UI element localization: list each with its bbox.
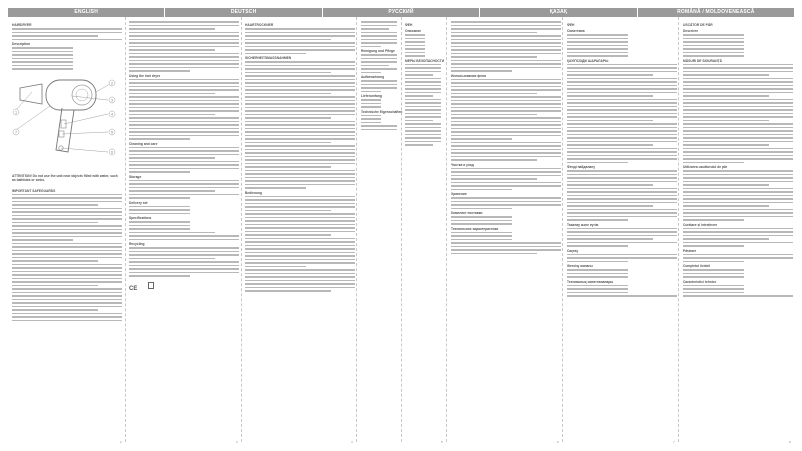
column-divider bbox=[678, 17, 679, 442]
language-header-bar bbox=[8, 8, 794, 17]
section-title: IMPORTANT SAFEGUARDS bbox=[12, 188, 56, 193]
callout-label: 2 bbox=[111, 80, 113, 85]
column-russian-1 bbox=[405, 21, 445, 146]
section-title: Reinigung und Pflege bbox=[361, 49, 395, 53]
text-block bbox=[129, 21, 239, 72]
text-block bbox=[129, 221, 239, 240]
text-block bbox=[12, 194, 122, 322]
parts-list bbox=[405, 34, 441, 57]
column-divider bbox=[401, 17, 402, 442]
section-title: ФЕН bbox=[405, 23, 413, 27]
section-title: Păstrare bbox=[683, 248, 697, 253]
ce-mark-icon: CE bbox=[129, 285, 138, 292]
section-title: Curățare și întreținere bbox=[683, 222, 718, 227]
page-number: 3 bbox=[236, 440, 238, 444]
header-kazakh: ҚАЗАҚ bbox=[480, 8, 637, 17]
text-block bbox=[567, 285, 677, 297]
section-title: Чистка и уход bbox=[451, 162, 474, 167]
section-title: ФЕН bbox=[567, 23, 575, 27]
header-english: ENGLISH bbox=[8, 8, 165, 17]
hairdryer-icon bbox=[12, 70, 122, 170]
text-block bbox=[683, 254, 793, 263]
hairdryer-diagram bbox=[12, 70, 122, 170]
text-block bbox=[361, 80, 397, 92]
column-divider bbox=[241, 17, 242, 442]
page-number: 4 bbox=[351, 440, 353, 444]
section-title: Хранение bbox=[451, 192, 467, 196]
text-block bbox=[405, 64, 441, 146]
section-title: SICHERHEITSMASSNAHMEN bbox=[245, 56, 292, 60]
section-title: Lieferumfang bbox=[361, 94, 382, 98]
column-divider bbox=[356, 17, 357, 442]
text-block bbox=[129, 206, 239, 215]
text-block bbox=[245, 61, 355, 189]
section-title: Aufbewahrung bbox=[361, 75, 385, 79]
page-number: 7 bbox=[673, 440, 675, 444]
section-title: Using the hair dryer bbox=[129, 73, 161, 78]
text-block bbox=[451, 216, 561, 225]
text-block bbox=[129, 147, 239, 173]
callout-label: 4 bbox=[111, 111, 113, 116]
text-block bbox=[451, 232, 561, 255]
section-title: Жеткізу жинағы bbox=[567, 264, 593, 268]
section-title: HAARTROCKNER bbox=[245, 23, 274, 27]
section-title: ҚАУІПСІЗДІК ШАРАЛАРЫ bbox=[567, 58, 609, 63]
callout-label: 5 bbox=[111, 129, 113, 134]
page-number: 8 bbox=[789, 440, 791, 444]
parts-list bbox=[12, 47, 122, 70]
section-title: Сипаттама bbox=[567, 29, 585, 33]
text-block bbox=[361, 99, 397, 108]
section-title: Cleaning and care bbox=[129, 141, 158, 146]
callout-label: 1 bbox=[15, 109, 17, 114]
text-block bbox=[683, 269, 793, 278]
page-number: 2 bbox=[120, 440, 122, 444]
column-divider bbox=[125, 17, 126, 442]
header-russian: РУССКИЙ bbox=[323, 8, 480, 17]
section-title: Тазалау және күтім bbox=[567, 222, 599, 227]
column-divider bbox=[446, 17, 447, 442]
text-block bbox=[361, 115, 397, 131]
text-block bbox=[129, 79, 239, 140]
text-block bbox=[567, 269, 677, 278]
column-kazakh bbox=[567, 21, 677, 297]
text-block bbox=[683, 228, 793, 247]
section-title: Specifications bbox=[129, 216, 152, 220]
column-english-2 bbox=[129, 21, 239, 295]
column-russian-2 bbox=[451, 21, 561, 254]
section-title: Комплект поставки bbox=[451, 211, 483, 215]
recycle-bin-icon bbox=[148, 282, 154, 289]
section-title: MĂSURI DE SIGURANȚĂ bbox=[683, 58, 723, 63]
section-title: Recycling bbox=[129, 242, 145, 246]
section-title: Технические характеристики bbox=[451, 226, 499, 231]
callout-label: 6 bbox=[111, 149, 113, 154]
text-block bbox=[567, 254, 677, 263]
text-block bbox=[361, 54, 397, 73]
section-title: Описание bbox=[405, 29, 422, 33]
text-block bbox=[567, 64, 677, 164]
text-block bbox=[361, 21, 397, 47]
column-romanian bbox=[683, 21, 793, 297]
section-title: МЕРЫ БЕЗОПАСНОСТИ bbox=[405, 58, 445, 63]
callout-label: 3 bbox=[111, 97, 113, 102]
section-title: Technische Eigenschaften bbox=[361, 109, 403, 114]
text-block bbox=[451, 21, 561, 72]
column-deutsch-1 bbox=[245, 21, 355, 292]
text-block bbox=[683, 285, 793, 297]
text-block bbox=[129, 180, 239, 199]
header-romanian: ROMÂNĂ / MOLDOVENEASCĂ bbox=[677, 9, 755, 15]
section-title: Caracteristici tehnice bbox=[683, 279, 717, 284]
parts-list bbox=[683, 34, 793, 57]
text-block bbox=[567, 170, 677, 221]
parts-list bbox=[567, 34, 677, 57]
text-block bbox=[245, 196, 355, 292]
section-title: Bedienung bbox=[245, 190, 263, 195]
text-block bbox=[451, 79, 561, 161]
text-block bbox=[129, 247, 239, 277]
text-block bbox=[245, 28, 355, 54]
warning-heading: ATTENTION! Do not use the unit near objects filled with water, such as bathtubs or sinks. bbox=[12, 173, 118, 182]
page-number: 6 bbox=[557, 440, 559, 444]
text-block bbox=[12, 28, 122, 40]
section-title: Utilizarea uscătorului de păr bbox=[683, 165, 728, 169]
header-deutsch: DEUTSCH bbox=[165, 8, 322, 17]
text-block bbox=[683, 170, 793, 221]
section-title: Storage bbox=[129, 174, 142, 179]
column-divider bbox=[562, 17, 563, 442]
page-number: 5 bbox=[441, 440, 443, 444]
section-title: Сақтау bbox=[567, 248, 579, 253]
section-title: Delivery set bbox=[129, 200, 148, 205]
column-english-1 bbox=[12, 21, 122, 321]
section-title: HAIRDRYER bbox=[12, 23, 32, 27]
text-block bbox=[567, 228, 677, 247]
callout-label: 7 bbox=[15, 129, 17, 134]
text-block bbox=[451, 197, 561, 209]
section-title: USCĂTOR DE PĂR bbox=[683, 23, 713, 27]
text-block bbox=[683, 64, 793, 164]
column-deutsch-2 bbox=[361, 21, 403, 130]
section-title: Completul livrării bbox=[683, 264, 710, 268]
text-block bbox=[451, 168, 561, 191]
section-title: Descriere bbox=[683, 29, 699, 33]
section-title: Техникалық сипаттамалары bbox=[567, 279, 614, 284]
section-title: Description bbox=[12, 42, 31, 46]
section-title: Фенді пайдалану bbox=[567, 165, 596, 169]
section-title: Использование фена bbox=[451, 73, 486, 78]
